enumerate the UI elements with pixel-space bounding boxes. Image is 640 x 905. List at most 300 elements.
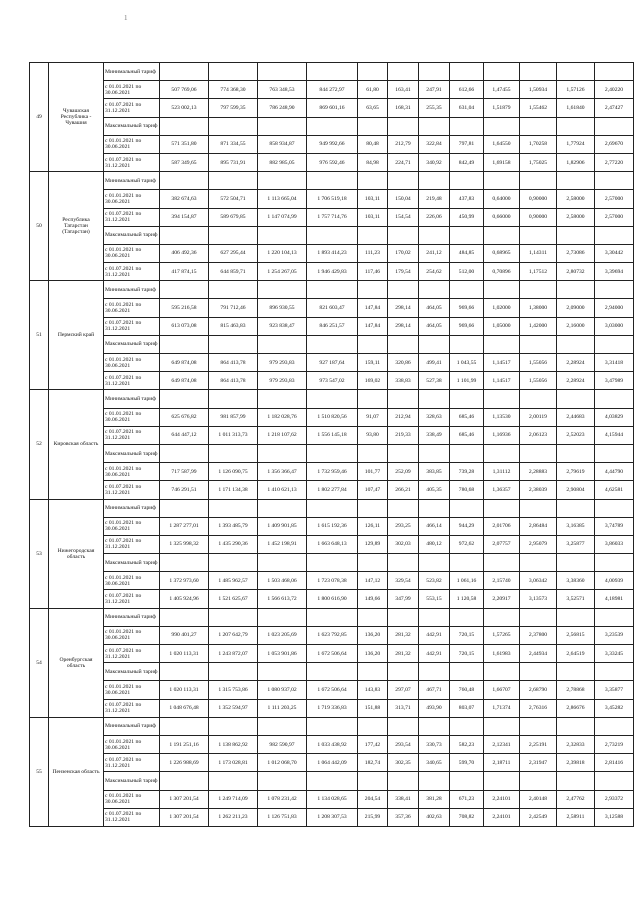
tariff-value: 1 615 192,36 [307, 517, 358, 535]
tariff-value [419, 554, 450, 572]
period-label: Минимальный тариф [104, 281, 160, 299]
tariff-value: 4,18981 [595, 590, 634, 608]
table-row [30, 117, 634, 135]
region-number: 53 [30, 499, 49, 608]
tariff-value [450, 499, 484, 517]
tariff-value: 2,40220 [595, 81, 634, 99]
tariff-value: 2,93372 [595, 790, 634, 808]
tariff-value [160, 172, 209, 190]
table-row [30, 135, 634, 153]
tariff-value: 685,46 [450, 408, 484, 426]
tariff-value: 720,15 [450, 645, 484, 663]
tariff-value [307, 608, 358, 626]
tariff-value [307, 717, 358, 735]
tariff-value: 1 315 753,86 [209, 681, 258, 699]
tariff-value: 1 061,16 [450, 572, 484, 590]
tariff-value: 464,05 [419, 317, 450, 335]
tariff-value: 1,69158 [484, 153, 520, 171]
tariff-value [307, 772, 358, 790]
tariff-value [484, 390, 520, 408]
table-row [30, 790, 634, 808]
tariff-value: 1,82906 [557, 153, 595, 171]
tariff-value [358, 281, 388, 299]
tariff-value: 0,66000 [484, 208, 520, 226]
tariff-value: 170,02 [388, 244, 419, 262]
period-label: Минимальный тариф [104, 499, 160, 517]
table-row [30, 335, 634, 353]
tariff-value [557, 608, 595, 626]
tariff-value: 0,68965 [484, 244, 520, 262]
tariff-value [520, 444, 557, 462]
region-name: Нижегородская область [49, 499, 104, 608]
tariff-value: 381,28 [419, 790, 450, 808]
tariff-value: 571 351,80 [160, 135, 209, 153]
tariff-value [450, 663, 484, 681]
tariff-value: 791 712,46 [209, 299, 258, 317]
tariff-value: 644 859,71 [209, 263, 258, 281]
tariff-value: 298,14 [388, 299, 419, 317]
period-label: Минимальный тариф [104, 390, 160, 408]
tariff-value [484, 63, 520, 81]
tariff-value [209, 608, 258, 626]
period-label: с 01.07.2021 по 31.12.2021 [104, 590, 160, 608]
tariff-value: 1,61840 [557, 99, 595, 117]
region-name: Чувашская Республика - Чувашия [49, 63, 104, 172]
tariff-value: 2,73219 [595, 735, 634, 753]
tariff-value: 61,80 [358, 81, 388, 99]
table-row [30, 463, 634, 481]
tariff-value [520, 608, 557, 626]
period-label: с 01.07.2021 по 31.12.2021 [104, 208, 160, 226]
tariff-value: 923 838,47 [258, 317, 307, 335]
tariff-value: 1 723 078,38 [307, 572, 358, 590]
tariff-value [484, 663, 520, 681]
tariff-value [520, 335, 557, 353]
tariff-value: 338,83 [388, 372, 419, 390]
tariff-value [160, 390, 209, 408]
tariff-value: 1 556 145,18 [307, 426, 358, 444]
tariff-value [595, 663, 634, 681]
tariff-value: 2,24101 [484, 790, 520, 808]
tariff-value: 1 946 429,83 [307, 263, 358, 281]
tariff-value [520, 663, 557, 681]
tariff-value: 357,36 [388, 808, 419, 826]
tariff-value [358, 117, 388, 135]
tariff-value: 1,66707 [484, 681, 520, 699]
tariff-value [419, 117, 450, 135]
region-name: Пензенская область [49, 717, 104, 826]
tariff-value [388, 499, 419, 517]
period-label: с 01.01.2021 по 30.06.2021 [104, 626, 160, 644]
tariff-value: 1 325 998,32 [160, 535, 209, 553]
tariff-value: 3,47989 [595, 372, 634, 390]
period-label: Минимальный тариф [104, 717, 160, 735]
tariff-value [209, 444, 258, 462]
tariff-value: 111,23 [358, 244, 388, 262]
tariff-value: 1 410 621,13 [258, 481, 307, 499]
tariff-value: 405,35 [419, 481, 450, 499]
tariff-value [520, 63, 557, 81]
tariff-value: 1 893 414,23 [307, 244, 358, 262]
tariff-value [258, 63, 307, 81]
tariff-value: 80,48 [358, 135, 388, 153]
tariff-value: 2,56815 [557, 626, 595, 644]
period-label: с 01.07.2021 по 31.12.2021 [104, 535, 160, 553]
tariff-value [388, 63, 419, 81]
tariff-value [388, 226, 419, 244]
tariff-value: 3,33245 [595, 645, 634, 663]
period-label: с 01.01.2021 по 30.06.2021 [104, 735, 160, 753]
tariff-value [419, 717, 450, 735]
tariff-value: 126,11 [358, 517, 388, 535]
table-row [30, 499, 634, 517]
table-row [30, 99, 634, 117]
tariff-value: 780,68 [450, 481, 484, 499]
tariff-value: 101,77 [358, 463, 388, 481]
tariff-value [419, 444, 450, 462]
tariff-value: 1 111 203,25 [258, 699, 307, 717]
tariff-value: 1,02000 [484, 299, 520, 317]
tariff-value [419, 226, 450, 244]
tariff-value [160, 444, 209, 462]
table-row [30, 554, 634, 572]
tariff-value [358, 172, 388, 190]
tariff-value: 2,40148 [520, 790, 557, 808]
tariff-value: 1 566 613,72 [258, 590, 307, 608]
tariff-value [557, 335, 595, 353]
tariff-value: 219,33 [388, 426, 419, 444]
tariff-value: 2,58911 [557, 808, 595, 826]
tariff-value [160, 281, 209, 299]
tariff-value: 1 372 973,60 [160, 572, 209, 590]
tariff-value: 147,84 [358, 299, 388, 317]
tariff-value: 613 073,08 [160, 317, 209, 335]
period-label: с 01.01.2021 по 30.06.2021 [104, 572, 160, 590]
tariff-value [419, 335, 450, 353]
tariff-value [209, 663, 258, 681]
tariff-value [419, 499, 450, 517]
tariff-value [557, 717, 595, 735]
tariff-value: 103,11 [358, 190, 388, 208]
tariff-value [595, 226, 634, 244]
tariff-value [484, 117, 520, 135]
tariff-value [450, 390, 484, 408]
tariff-value [419, 608, 450, 626]
tariff-value: 1 452 198,91 [258, 535, 307, 553]
tariff-value [160, 717, 209, 735]
tariff-value: 1 182 028,76 [258, 408, 307, 426]
tariff-value [209, 172, 258, 190]
tariff-value [520, 717, 557, 735]
tariff-value: 2,28924 [557, 354, 595, 372]
tariff-value [358, 390, 388, 408]
tariff-value: 298,14 [388, 317, 419, 335]
tariff-value: 803,07 [450, 699, 484, 717]
tariff-value [557, 390, 595, 408]
tariff-value [209, 717, 258, 735]
table-row [30, 153, 634, 171]
table-row [30, 808, 634, 826]
tariff-value [450, 226, 484, 244]
tariff-value: 3,38360 [557, 572, 595, 590]
period-label: с 01.07.2021 по 31.12.2021 [104, 481, 160, 499]
tariff-value: 484,85 [450, 244, 484, 262]
tariff-value: 3,03000 [595, 317, 634, 335]
tariff-value: 1 623 792,85 [307, 626, 358, 644]
tariff-value: 226,06 [419, 208, 450, 226]
period-label: с 01.07.2021 по 31.12.2021 [104, 153, 160, 171]
tariff-value: 84,98 [358, 153, 388, 171]
tariff-value: 2,06123 [520, 426, 557, 444]
tariff-value: 247,91 [419, 81, 450, 99]
table-row [30, 481, 634, 499]
tariff-value: 527,38 [419, 372, 450, 390]
tariff-value: 1 409 901,85 [258, 517, 307, 535]
tariff-value [557, 172, 595, 190]
tariff-value: 163,41 [388, 81, 419, 99]
tariff-value [307, 444, 358, 462]
tariff-value: 2,47427 [595, 99, 634, 117]
tariff-value [484, 281, 520, 299]
tariff-value: 708,82 [450, 808, 484, 826]
tariff-value [595, 117, 634, 135]
tariff-value: 1 287 277,01 [160, 517, 209, 535]
tariff-value: 1,16936 [484, 426, 520, 444]
tariff-value: 2,37800 [520, 626, 557, 644]
tariff-value: 150,04 [388, 190, 419, 208]
period-label: с 01.07.2021 по 31.12.2021 [104, 372, 160, 390]
tariff-value: 1 307 201,54 [160, 790, 209, 808]
tariff-value: 204,54 [358, 790, 388, 808]
tariff-value: 1 802 277,84 [307, 481, 358, 499]
tariff-value [160, 663, 209, 681]
tariff-value: 572 504,71 [209, 190, 258, 208]
tariff-value: 1,50934 [520, 81, 557, 99]
table-row [30, 663, 634, 681]
tariff-value [258, 717, 307, 735]
tariff-value [258, 226, 307, 244]
region-number: 55 [30, 717, 49, 826]
tariff-value: 1,75025 [520, 153, 557, 171]
tariff-value: 0,70896 [484, 263, 520, 281]
tariff-value: 631,04 [450, 99, 484, 117]
tariff-value [388, 717, 419, 735]
tariff-value: 1 208 307,53 [307, 808, 358, 826]
tariff-value: 972,62 [450, 535, 484, 553]
table-row [30, 681, 634, 699]
tariff-value: 255,35 [419, 99, 450, 117]
tariff-value: 417 874,15 [160, 263, 209, 281]
tariff-value: 154,54 [388, 208, 419, 226]
tariff-value: 437,83 [450, 190, 484, 208]
tariff-value: 582,23 [450, 735, 484, 753]
tariff-value: 1 120,58 [450, 590, 484, 608]
tariff-value: 2,81416 [595, 754, 634, 772]
tariff-value [307, 390, 358, 408]
tariff-value [209, 63, 258, 81]
tariff-value: 1,17512 [520, 263, 557, 281]
tariff-value [388, 390, 419, 408]
period-label: с 01.01.2021 по 30.06.2021 [104, 463, 160, 481]
tariff-value [307, 335, 358, 353]
tariff-value: 394 154,87 [160, 208, 209, 226]
tariff-value: 717 587,99 [160, 463, 209, 481]
tariff-value: 746 291,51 [160, 481, 209, 499]
tariff-value [358, 63, 388, 81]
tariff-value [557, 281, 595, 299]
tariff-value [258, 608, 307, 626]
tariff-value: 2,68790 [520, 681, 557, 699]
table-row [30, 208, 634, 226]
tariff-value: 1 191 251,16 [160, 735, 209, 753]
tariff-value: 973 547,02 [307, 372, 358, 390]
tariff-value: 1,51879 [484, 99, 520, 117]
region-name: Пермский край [49, 281, 104, 390]
tariff-value: 1,55462 [520, 99, 557, 117]
tariff-value: 1 521 625,67 [209, 590, 258, 608]
tariff-value: 1,55056 [520, 354, 557, 372]
tariff-value: 2,95079 [520, 535, 557, 553]
tariff-value [258, 390, 307, 408]
tariff-value [484, 444, 520, 462]
tariff-value [388, 117, 419, 135]
period-label: с 01.01.2021 по 30.06.2021 [104, 517, 160, 535]
tariff-value: 3,16385 [557, 517, 595, 535]
tariff-value: 1 485 962,57 [209, 572, 258, 590]
tariff-value [595, 717, 634, 735]
tariff-value: 523 002,13 [160, 99, 209, 117]
tariff-value [258, 663, 307, 681]
tariff-value: 858 934,87 [258, 135, 307, 153]
tariff-value: 927 187,64 [307, 354, 358, 372]
tariff-value [520, 390, 557, 408]
tariff-value: 1,70258 [520, 135, 557, 153]
tariff-value: 2,44934 [520, 645, 557, 663]
tariff-value [595, 172, 634, 190]
tariff-value: 2,77220 [595, 153, 634, 171]
tariff-value: 406 492,36 [160, 244, 209, 262]
tariff-value [307, 663, 358, 681]
tariff-value: 2,32833 [557, 735, 595, 753]
period-label: с 01.07.2021 по 31.12.2021 [104, 99, 160, 117]
table-row [30, 645, 634, 663]
tariff-value: 442,91 [419, 626, 450, 644]
tariff-value: 2,58000 [557, 208, 595, 226]
tariff-value: 493,90 [419, 699, 450, 717]
tariff-value [307, 63, 358, 81]
tariff-value: 2,28924 [557, 372, 595, 390]
table-row [30, 226, 634, 244]
tariff-value [358, 663, 388, 681]
tariff-value: 553,15 [419, 590, 450, 608]
tariff-value [358, 717, 388, 735]
tariff-value: 1,61983 [484, 645, 520, 663]
tariff-value: 302,03 [388, 535, 419, 553]
tariff-value: 4,15944 [595, 426, 634, 444]
tariff-value [595, 281, 634, 299]
tariff-value: 1 126 090,75 [209, 463, 258, 481]
tariff-value [258, 554, 307, 572]
tariff-value [520, 281, 557, 299]
table-row [30, 81, 634, 99]
tariff-value [595, 390, 634, 408]
tariff-value: 2,16000 [557, 317, 595, 335]
tariff-value: 1,36357 [484, 481, 520, 499]
tariff-value: 320,86 [388, 354, 419, 372]
tariff-value: 2,57000 [595, 208, 634, 226]
tariff-value [209, 226, 258, 244]
tariff-value [388, 663, 419, 681]
tariff-value [209, 117, 258, 135]
tariff-value [160, 499, 209, 517]
table-row [30, 263, 634, 281]
tariff-value: 2,64519 [557, 645, 595, 663]
table-row [30, 535, 634, 553]
tariff-value: 1 254 267,05 [258, 263, 307, 281]
period-label: с 01.01.2021 по 30.06.2021 [104, 244, 160, 262]
tariff-value: 1 012 068,70 [258, 754, 307, 772]
tariff-value: 2,24101 [484, 808, 520, 826]
tariff-value [450, 172, 484, 190]
tariff-value: 2,12341 [484, 735, 520, 753]
tariff-value [388, 172, 419, 190]
tariff-value [307, 172, 358, 190]
period-label: с 01.07.2021 по 31.12.2021 [104, 808, 160, 826]
tariff-value: 1 173 028,81 [209, 754, 258, 772]
tariff-value: 136,20 [358, 645, 388, 663]
tariff-value [557, 554, 595, 572]
tariff-value [209, 554, 258, 572]
tariff-value [484, 226, 520, 244]
tariff-value: 2,25191 [520, 735, 557, 753]
period-label: Максимальный тариф [104, 772, 160, 790]
tariff-value [450, 281, 484, 299]
tariff-value [595, 444, 634, 462]
tariff-value: 869 601,16 [307, 99, 358, 117]
tariff-value: 302,35 [388, 754, 419, 772]
tariff-value: 720,15 [450, 626, 484, 644]
tariff-value [160, 335, 209, 353]
tariff-value: 293,54 [388, 735, 419, 753]
tariff-value: 2,78868 [557, 681, 595, 699]
tariff-value: 1 080 937,02 [258, 681, 307, 699]
tariff-table-body [30, 63, 634, 827]
tariff-value [484, 172, 520, 190]
tariff-value: 895 731,91 [209, 153, 258, 171]
tariff-value: 976 592,46 [307, 153, 358, 171]
tariff-value [160, 554, 209, 572]
table-row [30, 190, 634, 208]
tariff-value [358, 499, 388, 517]
tariff-value: 1,47455 [484, 81, 520, 99]
tariff-value: 63,65 [358, 99, 388, 117]
tariff-value: 1 435 290,36 [209, 535, 258, 553]
tariff-value: 499,41 [419, 354, 450, 372]
period-label: с 01.01.2021 по 30.06.2021 [104, 408, 160, 426]
period-label: Максимальный тариф [104, 444, 160, 462]
tariff-value: 969,66 [450, 299, 484, 317]
tariff-value: 1 078 231,42 [258, 790, 307, 808]
tariff-value: 215,99 [358, 808, 388, 826]
tariff-value [450, 717, 484, 735]
tariff-value [484, 608, 520, 626]
tariff-value: 1 800 616,90 [307, 590, 358, 608]
tariff-value: 328,63 [419, 408, 450, 426]
table-row [30, 772, 634, 790]
region-name: Республика Татарстан (Татарстан) [49, 172, 104, 281]
tariff-value [358, 226, 388, 244]
tariff-value: 179,54 [388, 263, 419, 281]
